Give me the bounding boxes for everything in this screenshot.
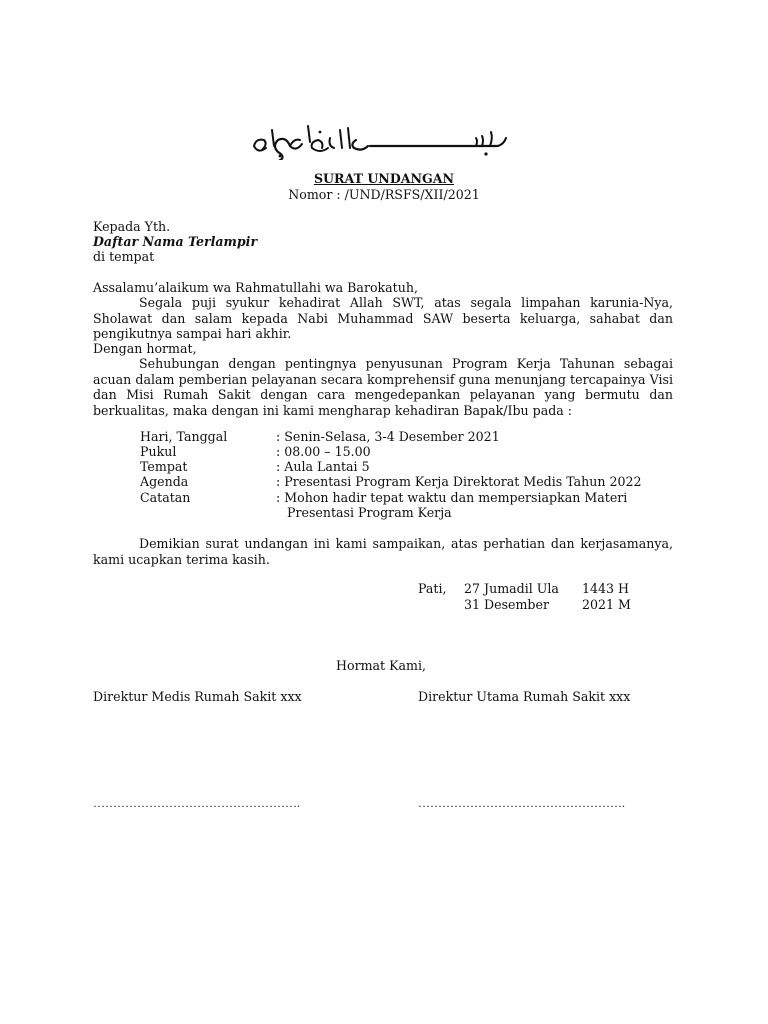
signer-right-title: Direktur Utama Rumah Sakit xxx (418, 689, 631, 704)
signature-line-left: ……………………………………………. (93, 796, 300, 810)
date-place: Pati, (418, 581, 447, 596)
dengan-hormat: Dengan hormat, (93, 341, 197, 356)
detail-value: : Senin-Selasa, 3-4 Desember 2021 (276, 429, 500, 444)
signer-left-title: Direktur Medis Rumah Sakit xxx (93, 689, 302, 704)
recipient-location: di tempat (93, 249, 155, 264)
detail-value-continued: Presentasi Program Kerja (287, 505, 452, 520)
detail-label: Tempat (140, 459, 188, 474)
masehi-date: 31 Desember (464, 597, 549, 612)
detail-value: : Aula Lantai 5 (276, 459, 370, 474)
recipient-greeting: Kepada Yth. (93, 219, 171, 234)
detail-label: Pukul (140, 444, 177, 459)
detail-label: Catatan (140, 490, 191, 505)
hormat-kami: Hormat Kami, (336, 658, 426, 673)
letter-title: SURAT UNDANGAN (313, 171, 455, 186)
salam-opening: Assalamu’alaikum wa Rahmatullahi wa Barokatuh, (93, 280, 418, 295)
masehi-year: 2021 M (582, 597, 631, 612)
detail-label: Hari, Tanggal (140, 429, 228, 444)
hijri-date: 27 Jumadil Ula (464, 581, 559, 596)
basmala-calligraphy-icon (250, 124, 512, 160)
signature-line-right: ……………………………………………. (418, 796, 625, 810)
paragraph-purpose: Sehubungan dengan pentingnya penyusunan Program Kerja Tahunan sebagai acuan dalam pemberian pelayanan secara komprehensif guna menunjang tercapainya Visi dan Misi Rumah Sakit dengan cara mengedepankan pelayanan yang bermutu dan berkualitas, maka dengan ini kami mengharap kehadiran Bapak/Ibu pada : (93, 356, 673, 418)
closing-paragraph: Demikian surat undangan ini kami sampaikan, atas perhatian dan kerjasamanya, kami ucapkan terima kasih. (93, 536, 673, 567)
detail-value: : Mohon hadir tepat waktu dan mempersiapkan Materi (276, 490, 628, 505)
letter-number: Nomor : /UND/RSFS/XII/2021 (288, 187, 480, 202)
detail-value: : 08.00 – 15.00 (276, 444, 371, 459)
recipient-name: Daftar Nama Terlampir (93, 234, 258, 249)
hijri-year: 1443 H (582, 581, 630, 596)
detail-value: : Presentasi Program Kerja Direktorat Medis Tahun 2022 (276, 474, 642, 489)
detail-label: Agenda (140, 474, 189, 489)
paragraph-praise: Segala puji syukur kehadirat Allah SWT, atas segala limpahan karunia-Nya, Sholawat dan salam kepada Nabi Muhammad SAW beserta keluarga, sahabat dan pengikutnya sampai hari akhir. (93, 295, 673, 342)
